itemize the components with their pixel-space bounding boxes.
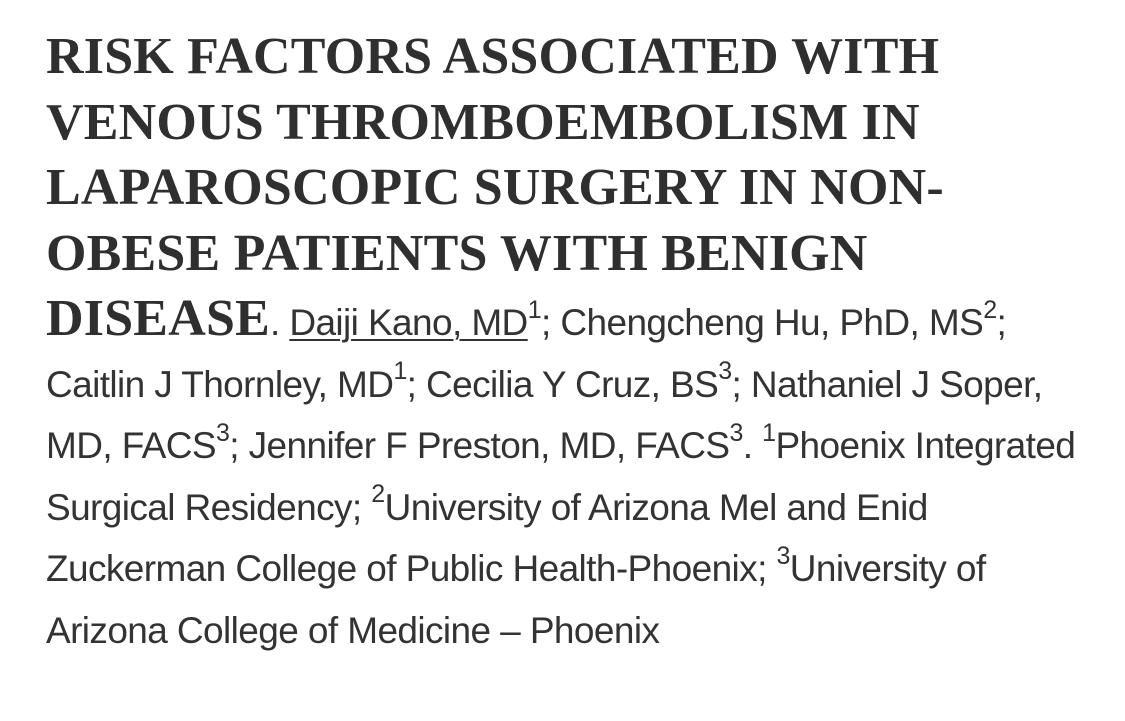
affiliation-number: 1: [762, 418, 776, 447]
author-separator: ;: [406, 363, 427, 405]
author-separator: .: [742, 425, 763, 466]
title-line: OBESE PATIENTS WITH BENIGN: [46, 224, 868, 282]
affiliation-separator: ;: [351, 486, 372, 528]
author-affiliation-marker: 3: [729, 418, 743, 447]
author-affiliation-marker: 2: [983, 295, 997, 324]
author-name: Jennifer F Preston, MD, FACS: [248, 425, 730, 466]
affiliation-number: 2: [371, 480, 385, 509]
title-line: RISK FACTORS ASSOCIATED WITH: [46, 28, 940, 85]
author-name: Nathaniel J Soper, MD, FACS: [46, 363, 1043, 466]
paper-title: [46, 28, 944, 347]
author-affiliation-marker: 3: [718, 357, 732, 386]
author-name: Caitlin J Thornley, MD: [46, 363, 394, 405]
abstract-header: [46, 26, 1106, 661]
author-separator: ;: [229, 425, 249, 466]
author-separator: ;: [996, 302, 1007, 343]
author-name: Cecilia Y Cruz, BS: [426, 363, 719, 405]
author-separator: ;: [731, 363, 751, 405]
author-separator: ;: [541, 302, 561, 343]
affiliation-separator: ;: [757, 548, 777, 589]
author-affiliation-marker: 1: [393, 357, 407, 386]
affiliation-text: University of Arizona College of Medicine – Phoenix: [46, 548, 986, 651]
author-name-presenter: Daiji Kano, MD: [289, 302, 528, 343]
author-name: Chengcheng Hu, PhD, MS: [560, 302, 984, 343]
title-period: .: [269, 302, 280, 343]
title-line: DISEASE: [46, 290, 270, 347]
affiliation-number: 3: [776, 541, 790, 570]
author-affiliation-marker: 1: [527, 295, 541, 324]
author-affiliation-marker: 3: [215, 418, 230, 447]
affiliation-text: Phoenix Integrated Surgical Residency: [46, 425, 1076, 528]
title-line: LAPAROSCOPIC SURGERY IN NON-: [46, 159, 944, 216]
affiliation-text: University of Arizona Mel and Enid Zuckerman College of Public Health-Phoenix: [46, 486, 928, 589]
title-line: VENOUS THROMBOEMBOLISM IN: [46, 93, 920, 151]
